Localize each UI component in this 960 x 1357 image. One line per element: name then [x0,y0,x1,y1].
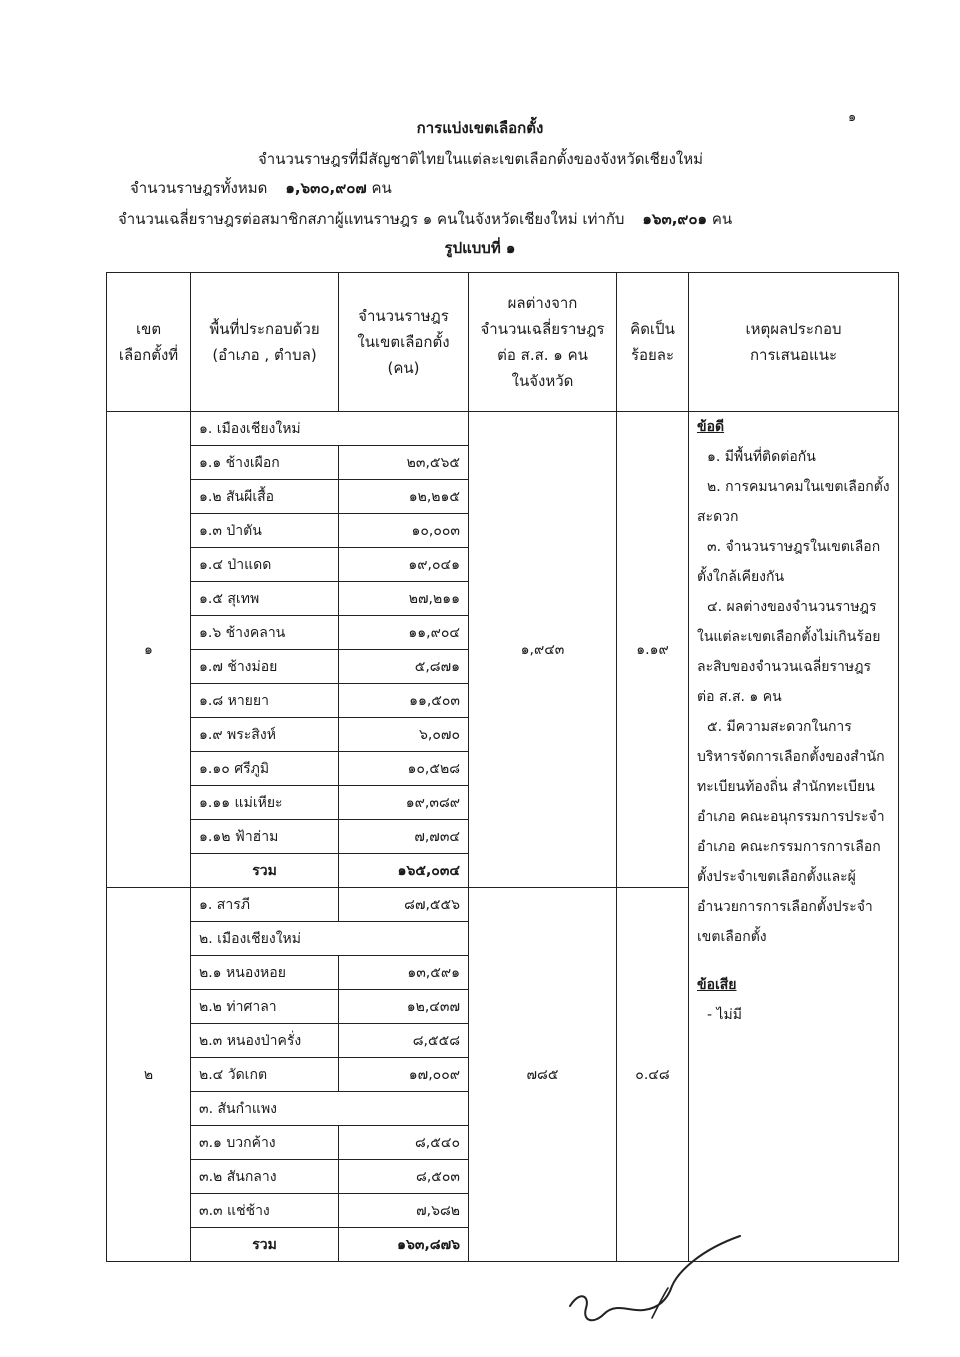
header-reason-line1: เหตุผลประกอบ [745,320,842,338]
header-district-line1: เขต [135,320,162,338]
saraphi-value: ๘๗,๕๕๖ [339,888,469,922]
header-area-line2: (อำเภอ , ตำบล) [212,346,317,364]
subdistrict-name: ๑.๑๐ ศรีภูมิ [191,752,339,786]
district-2-amphoe-2: ๒. เมืองเชียงใหม่ [191,922,469,956]
pros-item-3: ๓. จำนวนราษฎรในเขตเลือกตั้งใกล้เคียงกัน [697,539,881,585]
avg-value: ๑๖๓,๙๐๑ [642,210,708,228]
subdistrict-name: ๒.๒ ท่าศาลา [191,990,339,1024]
pros-item-1: ๑. มีพื้นที่ติดต่อกัน [707,449,816,465]
subdistrict-value: ๑๑,๕๐๓ [339,684,469,718]
cons-item: - ไม่มี [707,1007,742,1023]
subdistrict-name: ๑.๑๒ ฟ้าฮ่าม [191,820,339,854]
pros-item-4: ๔. ผลต่างของจำนวนราษฎรในแต่ละเขตเลือกตั้งไม่เกินร้อยละสิบของจำนวนเฉลี่ยราษฎร ต่อ ส.ส. ๑ คน [697,599,881,705]
subdistrict-value: ๖,๐๗๐ [339,718,469,752]
subdistrict-value: ๘,๕๐๓ [339,1160,469,1194]
subdistrict-name: ๑.๕ สุเทพ [191,582,339,616]
subdistrict-value: ๑๐,๕๒๘ [339,752,469,786]
subdistrict-value: ๗,๖๘๒ [339,1194,469,1228]
format-label: รูปแบบที่ ๑ [444,239,516,257]
header-percent [617,273,689,412]
subdistrict-value: ๑๙,๓๘๙ [339,786,469,820]
subdistrict-name: ๒.๑ หนองหอย [191,956,339,990]
district-2-pct: ๐.๔๘ [617,888,689,1262]
subdistrict-value: ๗,๗๓๔ [339,820,469,854]
subdistrict-name: ๓.๒ สันกลาง [191,1160,339,1194]
district-1-pct: ๑.๑๙ [617,412,689,888]
total-unit: คน [371,179,392,197]
subdistrict-name: ๓.๓ แช่ช้าง [191,1194,339,1228]
avg-label: จำนวนเฉลี่ยราษฎรต่อสมาชิกสภาผู้แทนราษฎร ๑ คนในจังหวัดเชียงใหม่ เท่ากับ [118,210,625,228]
header-population [339,273,469,412]
subdistrict-value: ๑๑,๙๐๔ [339,616,469,650]
subdistrict-name: ๒.๓ หนองป่าครั่ง [191,1024,339,1058]
subdistrict-value: ๒๓,๕๖๕ [339,446,469,480]
table-row [107,412,899,446]
header-area [191,273,339,412]
districts-table [106,272,899,1262]
subdistrict-name: ๑.๑๑ แม่เหียะ [191,786,339,820]
reasons-cell [689,412,899,1262]
district-2-number: ๒ [107,888,191,1262]
saraphi-name: ๑. สารภี [191,888,339,922]
subdistrict-value: ๒๗,๒๑๑ [339,582,469,616]
subdistrict-name: ๑.๓ ป่าตัน [191,514,339,548]
signature-mark [560,1228,760,1338]
subdistrict-name: ๑.๙ พระสิงห์ [191,718,339,752]
header-area-line1: พื้นที่ประกอบด้วย [209,320,320,338]
header-row [107,273,899,412]
pros-item-2: ๒. การคมนาคมในเขตเลือกตั้งสะดวก [697,479,890,525]
subdistrict-name: ๑.๗ ช้างม่อย [191,650,339,684]
pros-heading: ข้อดี [697,419,725,435]
avg-unit: คน [711,210,733,228]
header-pop-line3: (คน) [387,359,420,377]
district-1-diff: ๑,๙๔๓ [469,412,617,888]
district-2-sum-label: รวม [191,1228,339,1262]
district-2-diff: ๗๘๕ [469,888,617,1262]
subdistrict-name: ๓.๑ บวกค้าง [191,1126,339,1160]
subdistrict-value: ๑๓,๕๙๑ [339,956,469,990]
total-value: ๑,๖๓๐,๙๐๗ [285,179,367,197]
header-district [107,273,191,412]
subdistrict-value: ๘,๕๕๘ [339,1024,469,1058]
subdistrict-value: ๑๒,๒๑๕ [339,480,469,514]
subdistrict-value: ๑๒,๔๓๗ [339,990,469,1024]
header-pop-line1: จำนวนราษฎร [358,307,449,325]
header-pop-line2: ในเขตเลือกตั้ง [357,333,450,351]
header-diff-line3: ต่อ ส.ส. ๑ คน [497,346,588,364]
subdistrict-value: ๘,๕๔๐ [339,1126,469,1160]
header-diff-line4: ในจังหวัด [511,372,574,390]
header-pct-line1: คิดเป็น [630,320,675,338]
document-subtitle: จำนวนราษฎรที่มีสัญชาติไทยในแต่ละเขตเลือกตั้งของจังหวัดเชียงใหม่ [258,150,704,168]
header-pct-line2: ร้อยละ [630,346,675,364]
cons-heading: ข้อเสีย [697,977,737,993]
subdistrict-name: ๑.๔ ป่าแดด [191,548,339,582]
header-reason [689,273,899,412]
subdistrict-value: ๑๙,๐๔๑ [339,548,469,582]
total-label: จำนวนราษฎรทั้งหมด [130,179,268,197]
header-difference [469,273,617,412]
district-2-sum-value: ๑๖๓,๘๗๖ [339,1228,469,1262]
subdistrict-value: ๑๐,๐๐๓ [339,514,469,548]
header-district-line2: เลือกตั้งที่ [118,346,179,364]
header-diff-line2: จำนวนเฉลี่ยราษฎร [480,320,605,338]
subdistrict-name: ๑.๒ สันผีเสื้อ [191,480,339,514]
subdistrict-name: ๑.๖ ช้างคลาน [191,616,339,650]
subdistrict-value: ๑๗,๐๐๙ [339,1058,469,1092]
total-population-line [130,176,392,200]
district-2-amphoe-3: ๓. สันกำแพง [191,1092,469,1126]
subdistrict-name: ๑.๑ ช้างเผือก [191,446,339,480]
header-reason-line2: การเสนอแนะ [749,346,838,364]
page-number: ๑ [848,110,857,125]
subdistrict-value: ๕,๘๗๑ [339,650,469,684]
pros-item-5: ๕. มีความสะดวกในการบริหารจัดการเลือกตั้งของสำนักทะเบียนท้องถิ่น สำนักทะเบียนอำเภอ คณะอนุกรรมการประจำอำเภอ คณะกรรมการการเลือกตั้งประจำเขตเลือกตั้งและผู้อำนวยการการเลือกตั้งประจำเขตเลือกตั้ง [697,719,885,945]
average-population-line [118,207,732,231]
document-title: การแบ่งเขตเลือกตั้ง [416,119,544,137]
district-1-sum-value: ๑๖๕,๐๓๔ [339,854,469,888]
subdistrict-name: ๑.๘ หายยา [191,684,339,718]
district-1-sum-label: รวม [191,854,339,888]
subdistrict-name: ๒.๔ วัดเกต [191,1058,339,1092]
district-1-number: ๑ [107,412,191,888]
header-diff-line1: ผลต่างจาก [507,294,578,312]
district-1-amphoe: ๑. เมืองเชียงใหม่ [191,412,469,446]
